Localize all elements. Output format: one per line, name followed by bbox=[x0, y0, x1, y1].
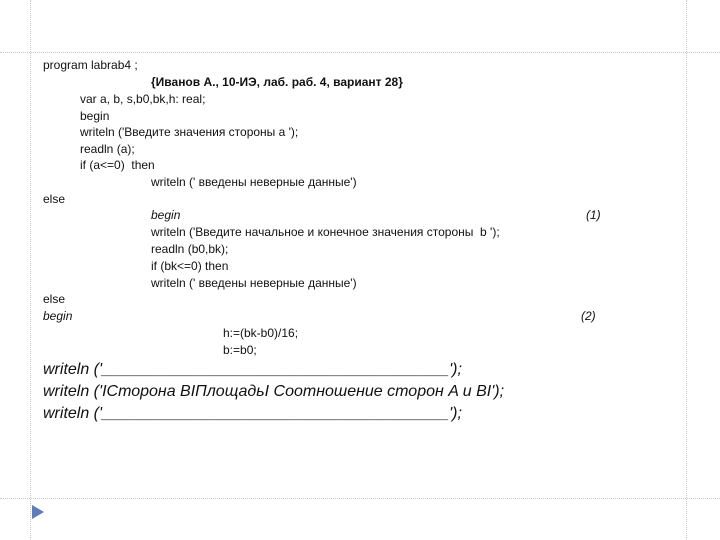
code-line-else-1: else bbox=[43, 192, 66, 206]
slide-frame-left bbox=[30, 0, 31, 540]
code-line-b: b:=b0; bbox=[223, 343, 257, 357]
code-line-var: var a, b, s,b0,bk,h: real; bbox=[80, 92, 206, 106]
code-line-if-bk: if (bk<=0) then bbox=[151, 259, 229, 273]
block-marker-2: (2) bbox=[581, 309, 596, 323]
code-line-else-2: else bbox=[43, 292, 66, 306]
code-line-table-header: writeln ('IСторона BIПлощадьI Соотношение сторон A и BI'); bbox=[43, 383, 505, 400]
code-line-if-a: if (a<=0) then bbox=[80, 158, 155, 172]
code-line-error-1: writeln (' введены неверные данные') bbox=[151, 175, 357, 189]
code-line-writeln-b: writeln ('Введите начальное и конечное значения стороны b '); bbox=[151, 225, 500, 239]
code-line-border-bottom: writeln ('_______________________________________'); bbox=[43, 405, 462, 422]
triangle-right-icon[interactable] bbox=[30, 503, 46, 521]
code-line-program: program labrab4 ; bbox=[43, 58, 138, 72]
code-line-readln-b: readln (b0,bk); bbox=[151, 242, 229, 256]
slide-frame-top bbox=[0, 52, 720, 53]
code-line-error-2: writeln (' введены неверные данные') bbox=[151, 276, 357, 290]
code-line-begin: begin bbox=[80, 109, 110, 123]
slide-frame-bottom bbox=[0, 498, 720, 499]
code-line-begin-2: begin bbox=[43, 309, 73, 323]
block-marker-1: (1) bbox=[586, 208, 601, 222]
code-line-h: h:=(bk-b0)/16; bbox=[223, 326, 299, 340]
code-line-begin-1: begin bbox=[151, 208, 181, 222]
slide-frame-right bbox=[686, 0, 687, 540]
code-line-readln-a: readln (a); bbox=[80, 142, 135, 156]
code-line-comment: {Иванов А., 10-ИЭ, лаб. раб. 4, вариант 28} bbox=[151, 75, 403, 89]
code-line-writeln-a: writeln ('Введите значения стороны а '); bbox=[80, 125, 299, 139]
code-line-border-top: writeln ('_______________________________________'); bbox=[43, 361, 462, 378]
